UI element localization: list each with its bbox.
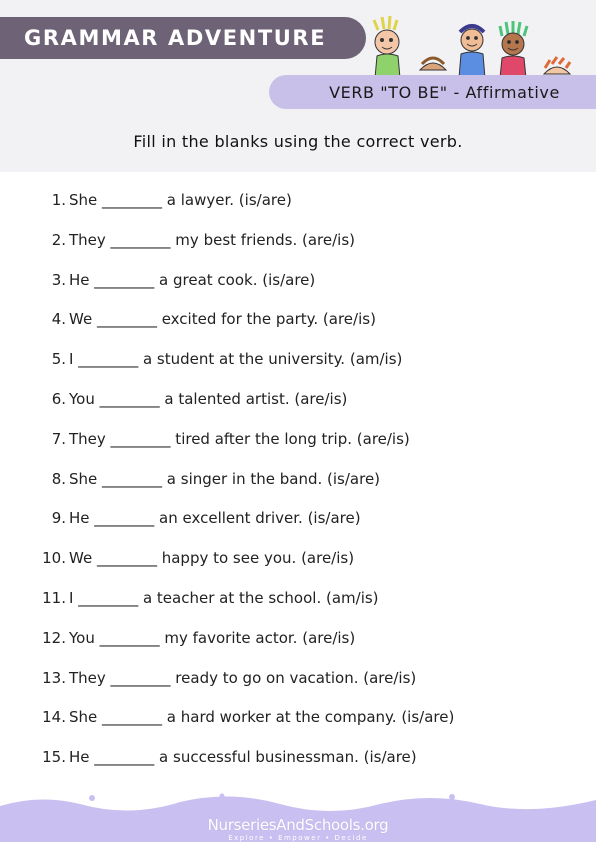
brand-logo-text: NurseriesAndSchools.org (207, 816, 389, 834)
worksheet-subtitle: VERB "TO BE" - Affirmative (329, 82, 560, 102)
item-sentence: I ________ a student at the university. (am/is) (69, 350, 403, 369)
item-number: 9. (51, 509, 66, 528)
subtitle-banner (269, 75, 596, 109)
item-number: 7. (51, 429, 66, 448)
exercise-item (0, 544, 596, 584)
item-sentence: He ________ an excellent driver. (is/are) (69, 509, 361, 528)
title-banner (0, 17, 366, 59)
item-sentence: She ________ a lawyer. (is/are) (69, 191, 292, 209)
exercise-item (0, 385, 596, 425)
item-number: 15. (42, 748, 66, 767)
item-number: 3. (51, 270, 66, 289)
item-number: 10. (42, 549, 66, 568)
exercise-item (0, 584, 596, 624)
item-number: 4. (51, 310, 66, 329)
item-sentence: He ________ a great cook. (is/are) (69, 270, 316, 289)
exercise-item (0, 664, 596, 704)
exercise-item (0, 465, 596, 505)
item-number: 6. (51, 389, 66, 408)
item-sentence: We ________ excited for the party. (are/is) (69, 310, 376, 329)
brand-tagline: Explore • Empower • Decide (228, 834, 368, 842)
item-number: 2. (51, 230, 66, 249)
kid-figure (374, 16, 400, 78)
instruction-text: Fill in the blanks using the correct verb. (133, 132, 463, 151)
item-sentence: We ________ happy to see you. (are/is) (69, 549, 355, 568)
exercise-item (0, 703, 596, 743)
exercise-item (0, 186, 596, 226)
exercise-item (0, 345, 596, 385)
worksheet-title: GRAMMAR ADVENTURE (24, 26, 327, 50)
item-sentence: She ________ a hard worker at the company. (is/are) (69, 708, 455, 727)
item-number: 11. (42, 588, 66, 607)
item-number: 13. (42, 668, 66, 687)
exercise-item (0, 226, 596, 266)
exercise-item (0, 425, 596, 465)
exercise-item (0, 743, 596, 783)
kids-illustration (362, 12, 596, 78)
item-sentence: You ________ my favorite actor. (are/is) (69, 628, 356, 647)
item-sentence: They ________ tired after the long trip. (are/is) (69, 429, 410, 448)
item-number: 8. (51, 469, 66, 488)
exercise-list (0, 186, 596, 783)
item-sentence: They ________ my best friends. (are/is) (69, 230, 356, 249)
exercise-item (0, 624, 596, 664)
item-sentence: He ________ a successful businessman. (is/are) (69, 748, 417, 767)
item-sentence: She ________ a singer in the band. (is/are) (69, 469, 381, 488)
exercise-item (0, 305, 596, 345)
exercise-item (0, 266, 596, 306)
item-number: 1. (51, 191, 66, 209)
item-number: 12. (42, 628, 66, 647)
item-sentence: They ________ ready to go on vacation. (are/is) (69, 668, 417, 687)
item-sentence: I ________ a teacher at the school. (am/is) (69, 588, 379, 607)
exercise-item (0, 504, 596, 544)
item-number: 14. (42, 708, 66, 727)
item-number: 5. (51, 350, 66, 369)
item-sentence: You ________ a talented artist. (are/is) (69, 389, 348, 408)
